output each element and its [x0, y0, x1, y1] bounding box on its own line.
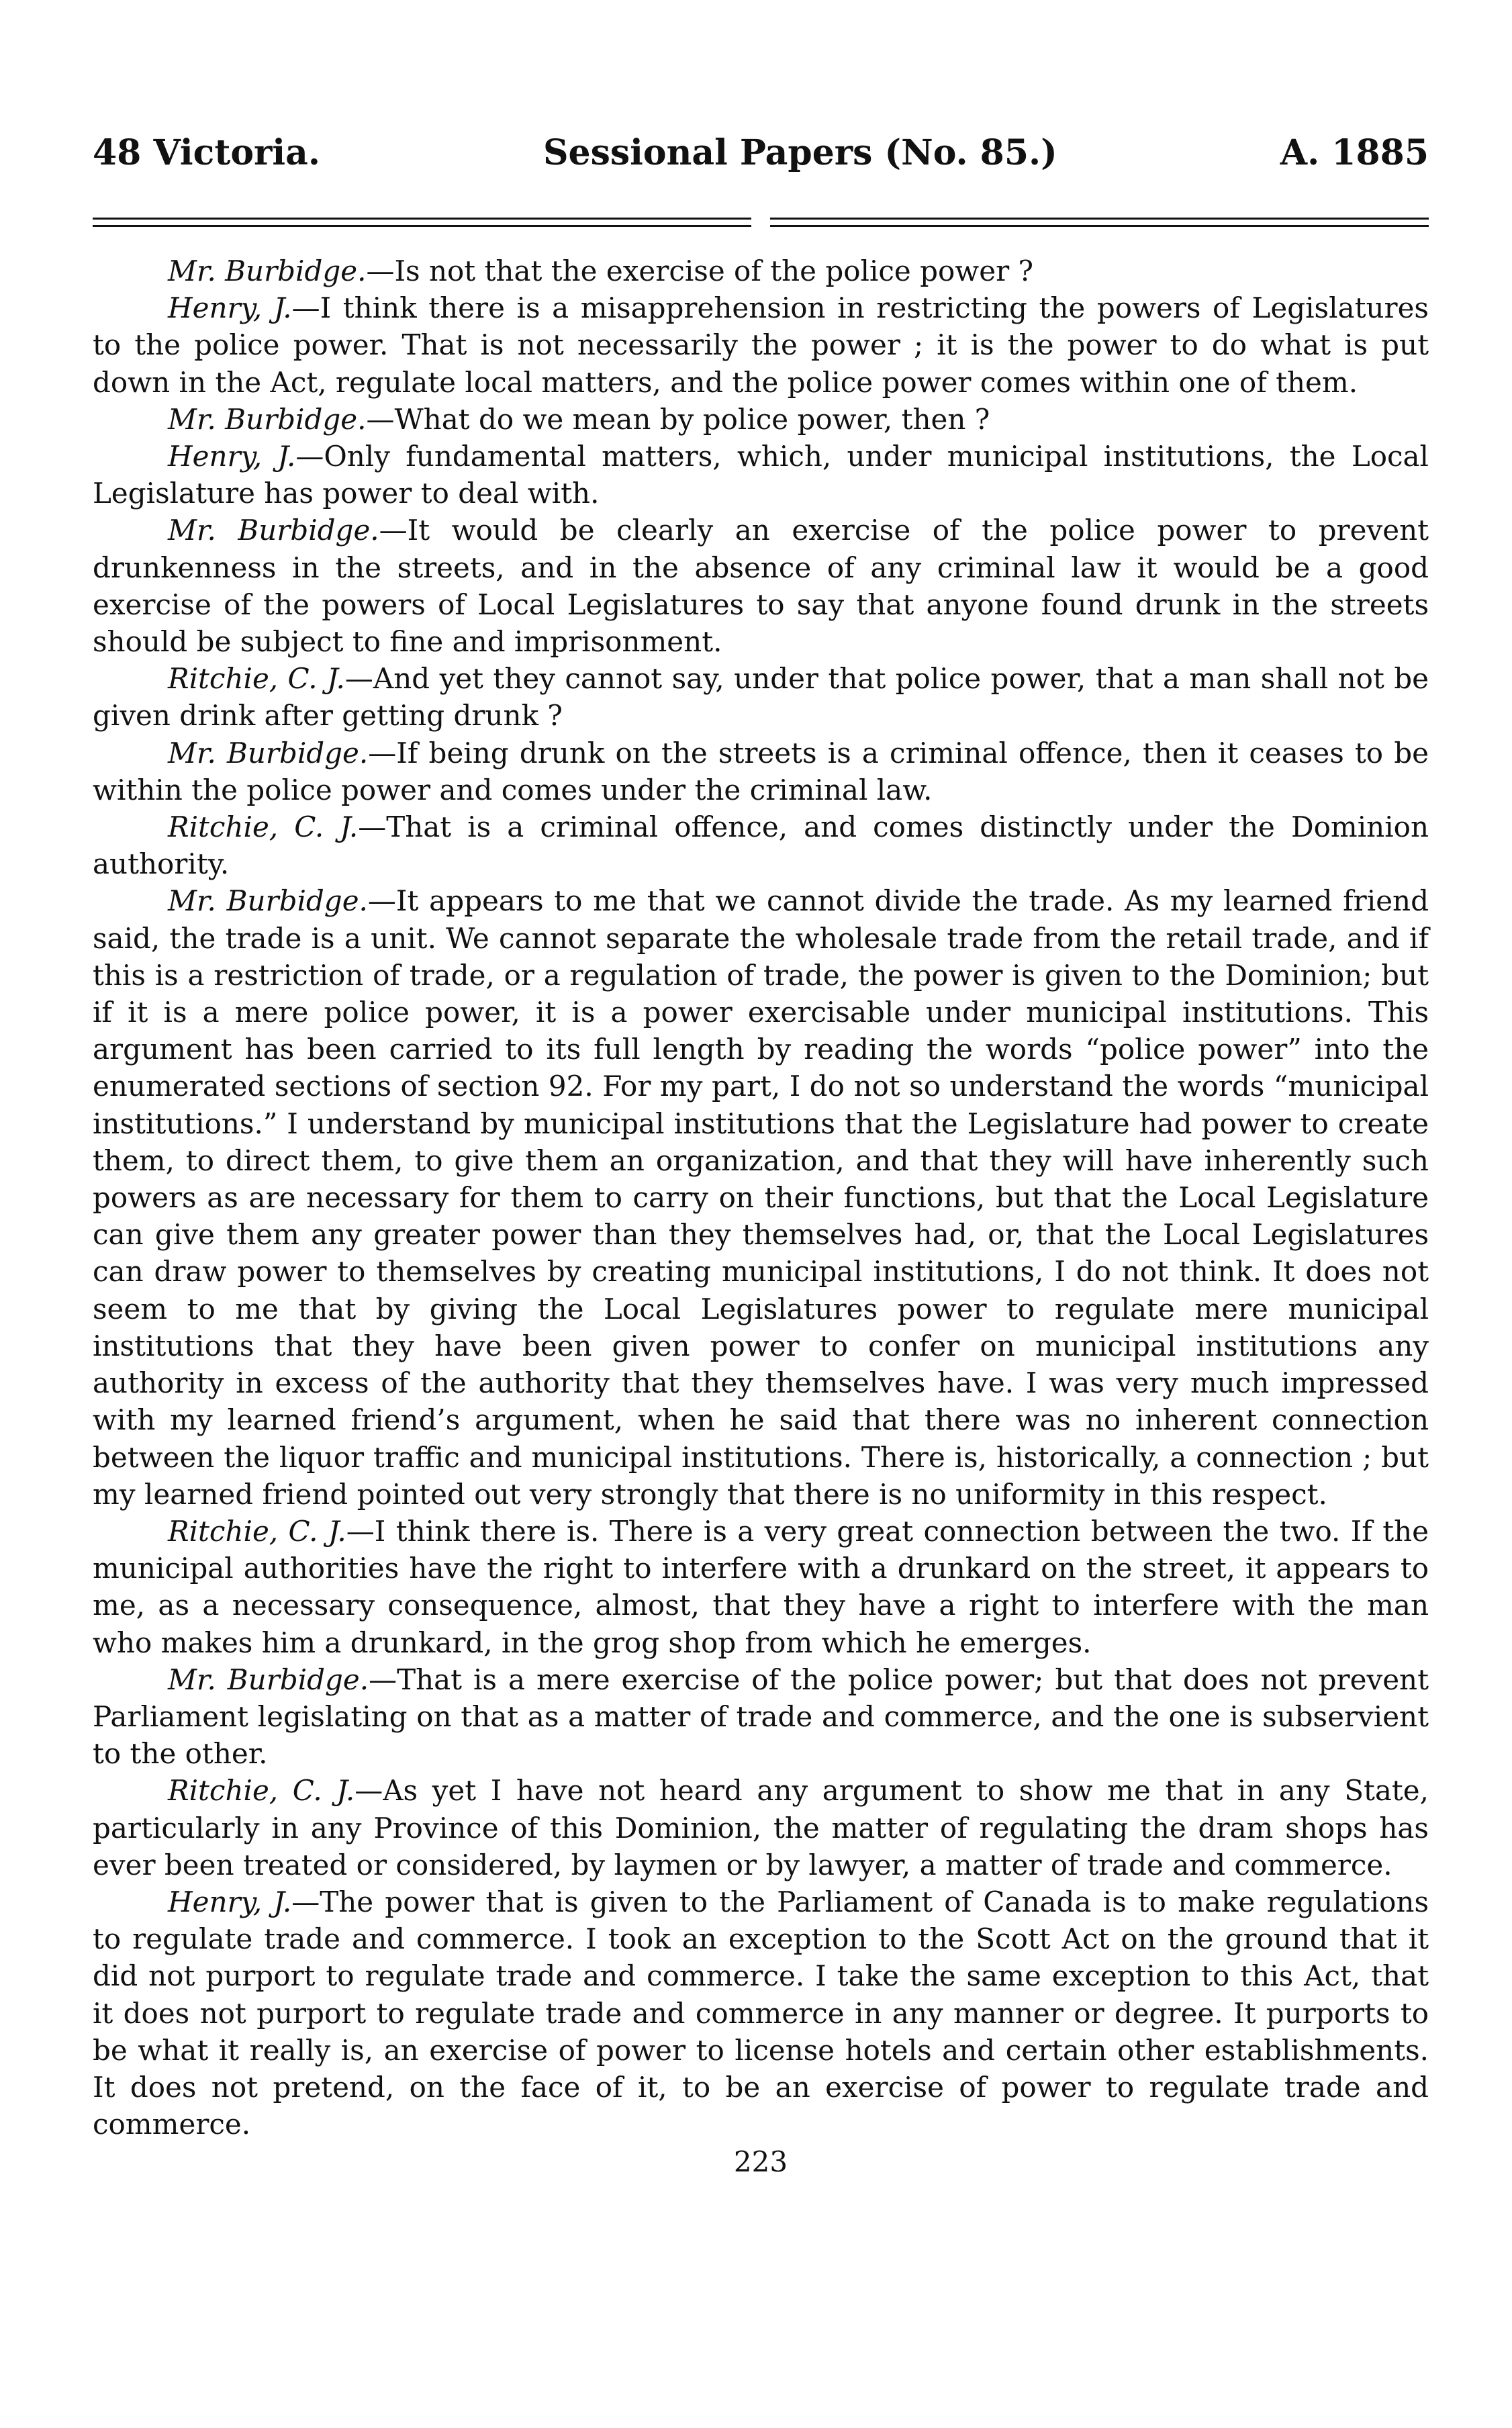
paragraph — [93, 1883, 1429, 2143]
paragraph-text: —I think there is. There is a very great connection between the two. If the municipal authorities have the right to interfere with a drunkard on the street, it appears to me, as a necessary consequence, almost, that they have a right to interfere with the man who makes him a drunkard, in the grog shop from which he emerges. — [93, 1514, 1429, 1659]
header-rule-left — [93, 218, 751, 227]
paragraph-text: —Is not that the exercise of the police power ? — [366, 254, 1034, 287]
speaker-name: Mr. Burbidge. — [168, 1663, 369, 1696]
paragraph — [93, 289, 1429, 401]
paragraph — [93, 401, 1429, 438]
paragraph — [93, 512, 1429, 660]
speaker-name: Henry, J. — [168, 291, 292, 325]
header-rule — [93, 218, 1429, 227]
paragraph — [93, 1772, 1429, 1883]
header-title: Sessional Papers (No. 85.) — [542, 132, 1057, 173]
paragraph-text: —Only fundamental matters, which, under municipal institutions, the Local Legislature has power to deal with. — [93, 440, 1429, 510]
speaker-name: Ritchie, C. J. — [168, 1774, 355, 1808]
paragraph-text: —What do we mean by police power, then ? — [366, 402, 990, 436]
paragraph — [93, 1513, 1429, 1661]
paragraph-text: —If being drunk on the streets is a criminal offence, then it ceases to be within the police power and comes under the criminal law. — [93, 736, 1429, 806]
paragraph-text: —As yet I have not heard any argument to show me that in any State, particularly in any Province of this Dominion, the matter of regulating the dram shops has ever been treated or considered, by laymen or by lawyer, a matter of trade and commerce. — [93, 1774, 1429, 1881]
speaker-name: Ritchie, C. J. — [168, 662, 345, 696]
paragraph — [93, 882, 1429, 1512]
page-number: 223 — [733, 2145, 788, 2179]
speaker-name: Mr. Burbidge. — [168, 254, 367, 287]
speaker-name: Ritchie, C. J. — [168, 1514, 346, 1548]
paragraph — [93, 252, 1429, 289]
paragraph — [93, 1661, 1429, 1773]
paragraph-text: —It would be clearly an exercise of the police power to prevent drunkenness in the streets, and in the absence of any criminal law it would be a good exercise of the powers of Local Legislatures to say that anyone found drunk in the streets should be subject to fine and imprisonment. — [93, 514, 1429, 659]
transcript-body — [93, 252, 1429, 2143]
paragraph — [93, 660, 1429, 734]
running-header — [93, 133, 1429, 176]
paragraph — [93, 808, 1429, 882]
paragraph-text: —That is a mere exercise of the police power; but that does not prevent Parliament legislating on that as a matter of trade and commerce, and the one is subservient to the other. — [93, 1663, 1429, 1771]
document-page — [93, 133, 1429, 2179]
speaker-name: Mr. Burbidge. — [168, 884, 368, 918]
paragraph — [93, 438, 1429, 512]
speaker-name: Mr. Burbidge. — [168, 736, 369, 769]
speaker-name: Mr. Burbidge. — [168, 402, 367, 436]
paragraph-text: —That is a criminal offence, and comes distinctly under the Dominion authority. — [93, 810, 1429, 881]
header-volume: 48 Victoria. — [93, 132, 320, 173]
paragraph — [93, 735, 1429, 808]
paragraph-text: —And yet they cannot say, under that police power, that a man shall not be given drink after getting drunk ? — [93, 662, 1429, 733]
speaker-name: Mr. Burbidge. — [168, 514, 379, 547]
paragraph-text: —The power that is given to the Parliament of Canada is to make regulations to regulate trade and commerce. I took an exception to the Scott Act on the ground that it did not purport to regulate trade and commerce. I take the same exception to this Act, that it does not purport to regulate trade and commerce in any manner or degree. It purports to be what it really is, an exercise of power to license hotels and certain other establishments. It does not pretend, on the face of it, to be an exercise of power to regulate trade and commerce. — [93, 1885, 1429, 2141]
header-year: A. 1885 — [1280, 132, 1429, 173]
speaker-name: Ritchie, C. J. — [168, 810, 359, 844]
paragraph-text: —I think there is a misapprehension in restricting the powers of Legislatures to the police power. That is not necessarily the power ; it is the power to do what is put down in the Act, regulate local matters, and the police power comes within one of them. — [93, 291, 1429, 399]
speaker-name: Henry, J. — [168, 1885, 292, 1918]
speaker-name: Henry, J. — [168, 440, 296, 473]
header-rule-right — [770, 218, 1429, 227]
paragraph-text: —It appears to me that we cannot divide the trade. As my learned friend said, the trade is a unit. We cannot separate the wholesale trade from the retail trade, and if this is a restriction of trade, or a regulation of trade, the power is given to the Dominion; but if it is a mere police power, it is a power exercisable under municipal institutions. This argument has been carried to its full length by reading the words “police power” into the enumerated sections of section 92. For my part, I do not so understand the words “municipal institutions.” I understand by municipal institutions that the Legislature had power to create them, to direct them, to give them an organization, and that they will have inherently such powers as are necessary for them to carry on their functions, but that the Local Legislature can give them any greater power than they themselves had, or, that the Local Legislatures can draw power to themselves by creating municipal institutions, I do not think. It does not seem to me that by giving the Local Legislatures power to regulate mere municipal institutions that they have been given power to confer on municipal institutions any authority in excess of the authority that they themselves have. I was very much impressed with my learned friend’s argument, when he said that there was no inherent connection between the liquor traffic and municipal institutions. There is, historically, a connection ; but my learned friend pointed out very strongly that there is no uniformity in this respect. — [93, 884, 1429, 1511]
